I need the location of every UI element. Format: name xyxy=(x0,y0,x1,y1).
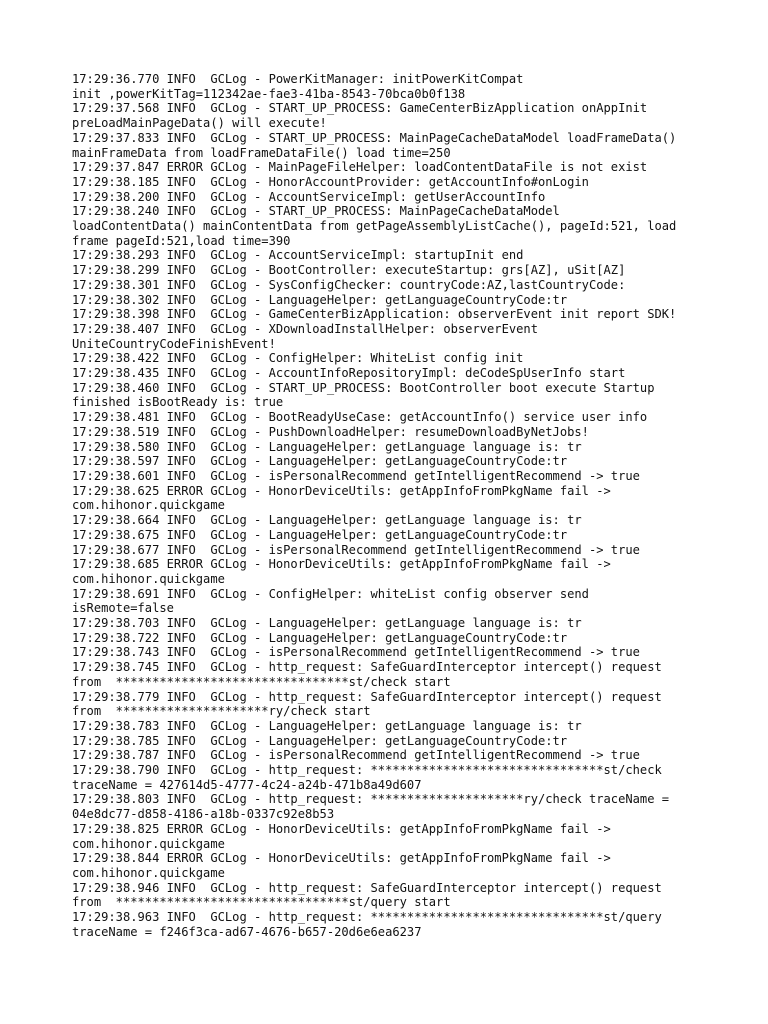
log-line: 17:29:38.785 INFO GCLog - LanguageHelper: getLanguageCountryCode:tr xyxy=(72,733,568,748)
log-line: 17:29:38.481 INFO GCLog - BootReadyUseCase: getAccountInfo() service user info xyxy=(72,410,648,425)
log-line: 17:29:38.677 INFO GCLog - isPersonalRecommend getIntelligentRecommend -> true xyxy=(72,542,640,557)
log-line: 17:29:38.790 INFO GCLog - http_request: ********************************st/check xyxy=(72,763,662,778)
log-line: 17:29:38.597 INFO GCLog - LanguageHelper: getLanguageCountryCode:tr xyxy=(72,454,568,469)
log-line: 17:29:37.568 INFO GCLog - START_UP_PROCESS: GameCenterBizApplication onAppInit xyxy=(72,101,648,116)
log-line: com.hihonor.quickgame xyxy=(72,498,225,513)
log-line: loadContentData() mainContentData from getPageAssemblyListCache(), pageId:521, load xyxy=(72,219,677,234)
log-line: 17:29:38.844 ERROR GCLog - HonorDeviceUtils: getAppInfoFromPkgName fail -> xyxy=(72,851,611,866)
log-line: UniteCountryCodeFinishEvent! xyxy=(72,336,276,351)
log-line: from *********************ry/check start xyxy=(72,704,371,719)
log-line: 17:29:38.580 INFO GCLog - LanguageHelper: getLanguage language is: tr xyxy=(72,439,582,454)
log-line: 17:29:38.625 ERROR GCLog - HonorDeviceUtils: getAppInfoFromPkgName fail -> xyxy=(72,483,611,498)
log-line: from ********************************st/query start xyxy=(72,895,451,910)
log-line: 17:29:38.946 INFO GCLog - http_request: SafeGuardInterceptor intercept() request xyxy=(72,880,662,895)
log-line: 17:29:38.691 INFO GCLog - ConfigHelper: whiteList config observer send xyxy=(72,586,589,601)
log-line: 17:29:38.963 INFO GCLog - http_request: ********************************st/query xyxy=(72,910,662,925)
log-line: 17:29:38.293 INFO GCLog - AccountServiceImpl: startupInit end xyxy=(72,248,524,263)
log-line: 17:29:38.825 ERROR GCLog - HonorDeviceUtils: getAppInfoFromPkgName fail -> xyxy=(72,821,611,836)
log-line: 17:29:38.200 INFO GCLog - AccountServiceImpl: getUserAccountInfo xyxy=(72,189,546,204)
log-line: traceName = f246f3ca-ad67-4676-b657-20d6e6ea6237 xyxy=(72,924,422,939)
log-line: 17:29:36.770 INFO GCLog - PowerKitManager: initPowerKitCompat xyxy=(72,72,524,86)
log-line: isRemote=false xyxy=(72,601,174,616)
log-line: 17:29:38.722 INFO GCLog - LanguageHelper: getLanguageCountryCode:tr xyxy=(72,630,568,645)
log-line: 17:29:38.743 INFO GCLog - isPersonalRecommend getIntelligentRecommend -> true xyxy=(72,645,640,660)
log-line: 17:29:38.302 INFO GCLog - LanguageHelper: getLanguageCountryCode:tr xyxy=(72,292,568,307)
log-line: 17:29:37.847 ERROR GCLog - MainPageFileHelper: loadContentDataFile is not exist xyxy=(72,160,648,175)
log-line: com.hihonor.quickgame xyxy=(72,836,225,851)
log-line: 17:29:38.745 INFO GCLog - http_request: SafeGuardInterceptor intercept() request xyxy=(72,660,662,675)
log-line: 04e8dc77-d858-4186-a18b-0337c92e8b53 xyxy=(72,807,335,822)
log-line: com.hihonor.quickgame xyxy=(72,571,225,586)
log-line: 17:29:38.185 INFO GCLog - HonorAccountProvider: getAccountInfo#onLogin xyxy=(72,174,589,189)
log-line: traceName = 427614d5-4777-4c24-a24b-471b8a49d607 xyxy=(72,777,422,792)
log-document xyxy=(72,72,712,939)
log-line: 17:29:38.783 INFO GCLog - LanguageHelper: getLanguage language is: tr xyxy=(72,718,582,733)
log-line: 17:29:38.803 INFO GCLog - http_request: *********************ry/check traceName = xyxy=(72,792,670,807)
log-line: 17:29:38.240 INFO GCLog - START_UP_PROCESS: MainPageCacheDataModel xyxy=(72,204,560,219)
log-line: com.hihonor.quickgame xyxy=(72,865,225,880)
log-line: 17:29:38.407 INFO GCLog - XDownloadInstallHelper: observerEvent xyxy=(72,321,538,336)
log-line: mainFrameData from loadFrameDataFile() load time=250 xyxy=(72,145,451,160)
log-line: 17:29:38.779 INFO GCLog - http_request: SafeGuardInterceptor intercept() request xyxy=(72,689,662,704)
log-line: 17:29:37.833 INFO GCLog - START_UP_PROCESS: MainPageCacheDataModel loadFrameData() xyxy=(72,130,677,145)
log-line: 17:29:38.703 INFO GCLog - LanguageHelper: getLanguage language is: tr xyxy=(72,616,582,631)
log-line: 17:29:38.435 INFO GCLog - AccountInfoRepositoryImpl: deCodeSpUserInfo start xyxy=(72,366,626,381)
log-line: 17:29:38.299 INFO GCLog - BootController: executeStartup: grs[AZ], uSit[AZ] xyxy=(72,263,626,278)
log-line: 17:29:38.675 INFO GCLog - LanguageHelper: getLanguageCountryCode:tr xyxy=(72,527,568,542)
log-line: 17:29:38.422 INFO GCLog - ConfigHelper: WhiteList config init xyxy=(72,351,524,366)
log-line: init ,powerKitTag=112342ae-fae3-41ba-8543-70bca0b0f138 xyxy=(72,86,466,101)
log-line: 17:29:38.301 INFO GCLog - SysConfigChecker: countryCode:AZ,lastCountryCode: xyxy=(72,277,626,292)
log-line: from ********************************st/check start xyxy=(72,674,451,689)
log-line: frame pageId:521,load time=390 xyxy=(72,233,291,248)
log-line: finished isBootReady is: true xyxy=(72,395,284,410)
log-line: 17:29:38.519 INFO GCLog - PushDownloadHelper: resumeDownloadByNetJobs! xyxy=(72,424,589,439)
log-line: 17:29:38.398 INFO GCLog - GameCenterBizApplication: observerEvent init report SDK! xyxy=(72,307,677,322)
log-line: 17:29:38.685 ERROR GCLog - HonorDeviceUtils: getAppInfoFromPkgName fail -> xyxy=(72,557,611,572)
log-line: 17:29:38.787 INFO GCLog - isPersonalRecommend getIntelligentRecommend -> true xyxy=(72,748,640,763)
log-line: 17:29:38.664 INFO GCLog - LanguageHelper: getLanguage language is: tr xyxy=(72,513,582,528)
log-line: preLoadMainPageData() will execute! xyxy=(72,116,327,131)
log-line: 17:29:38.460 INFO GCLog - START_UP_PROCESS: BootController boot execute Startup xyxy=(72,380,655,395)
log-line: 17:29:38.601 INFO GCLog - isPersonalRecommend getIntelligentRecommend -> true xyxy=(72,468,640,483)
